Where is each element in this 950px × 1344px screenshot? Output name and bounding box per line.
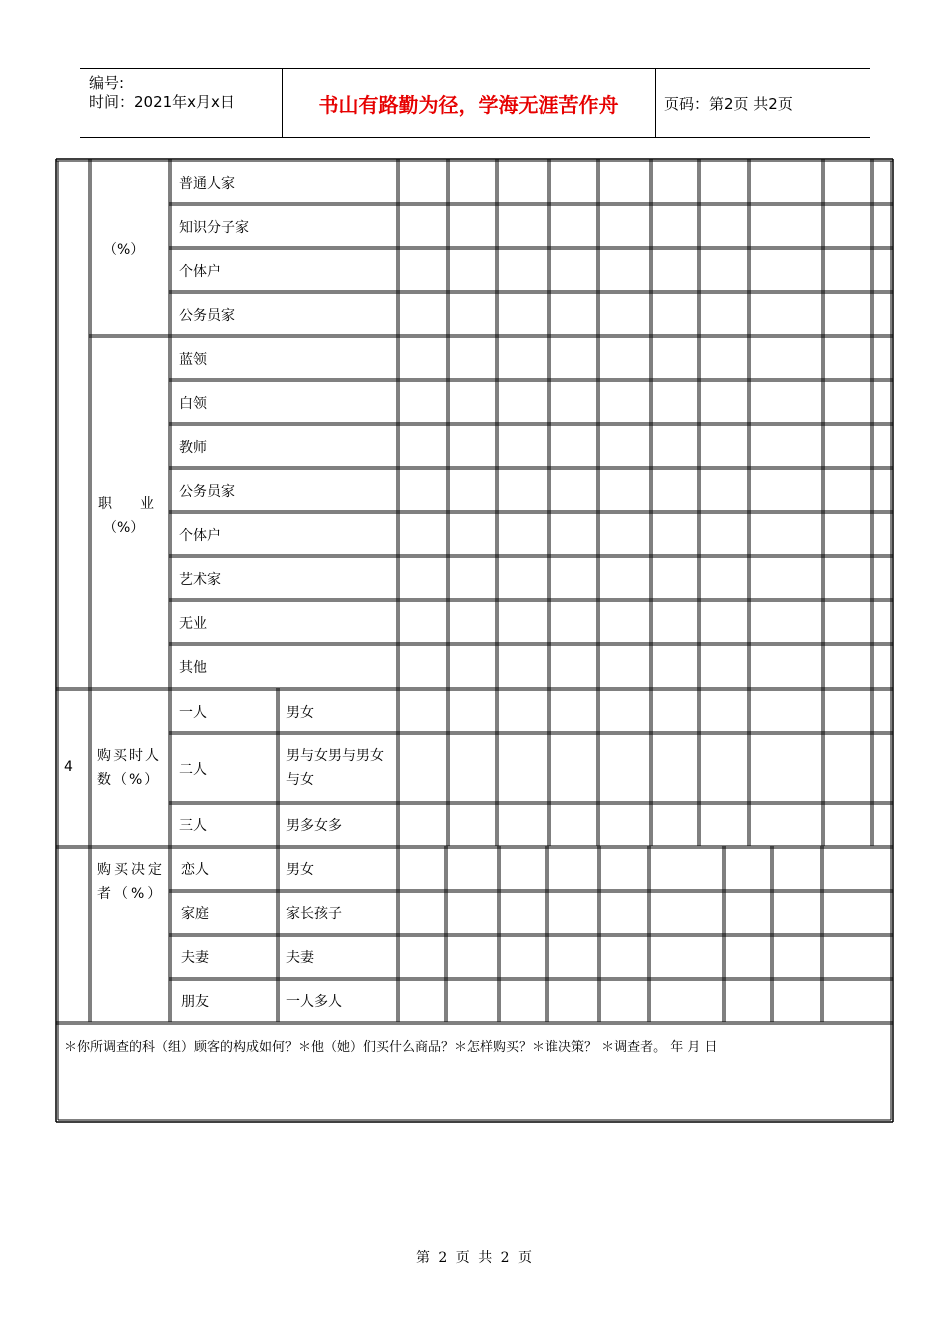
occupation-row-label: 白领 bbox=[179, 396, 207, 412]
purchase-count-label: 购买时人数（%） bbox=[97, 748, 161, 788]
family-row-label: 知识分子家 bbox=[179, 220, 249, 236]
decider-detail: 男女 bbox=[286, 862, 314, 878]
decider-who: 家庭 bbox=[181, 906, 209, 922]
section-number: 4 bbox=[64, 759, 73, 775]
occupation-section-unit: （%） bbox=[103, 520, 145, 536]
people-count: 一人 bbox=[179, 705, 207, 721]
header-page-info: 页码：第2页 共2页 bbox=[664, 94, 793, 113]
gender-mix: 男多女多 bbox=[286, 818, 342, 834]
decider-who: 夫妻 bbox=[181, 950, 209, 966]
survey-note: ＊你所调查的科（组）顾客的构成如何？＊他（她）们买什么商品？＊怎样购买？＊谁决策？ ＊调查者。 年 月 日 bbox=[64, 1040, 718, 1055]
page-footer: 第 2 页 共 2 页 bbox=[415, 1250, 535, 1266]
document-date: 时间：2021年x月x日 bbox=[89, 93, 235, 111]
occupation-row-label: 蓝领 bbox=[179, 352, 207, 368]
occupation-row-label: 艺术家 bbox=[179, 572, 221, 588]
family-row-label: 普通人家 bbox=[179, 176, 235, 192]
occupation-section-label: 职 业 bbox=[98, 496, 154, 512]
people-count: 三人 bbox=[179, 818, 207, 834]
family-row-label: 公务员家 bbox=[179, 308, 235, 324]
header-motto: 书山有路勤为径，学海无涯苦作舟 bbox=[318, 92, 619, 117]
family-row-label: 个体户 bbox=[179, 264, 221, 280]
purchase-decider-label: 购买决定者（%） bbox=[97, 862, 165, 902]
gender-mix: 男与女男与男女与女 bbox=[286, 748, 384, 788]
decider-who: 朋友 bbox=[181, 994, 209, 1010]
occupation-row-label: 个体户 bbox=[179, 528, 221, 544]
occupation-row-label: 其他 bbox=[179, 660, 207, 676]
decider-detail: 一人多人 bbox=[286, 994, 342, 1010]
occupation-row-label: 公务员家 bbox=[179, 484, 235, 500]
occupation-row-label: 无业 bbox=[179, 616, 207, 632]
decider-who: 恋人 bbox=[181, 862, 209, 878]
document-code: 编号: bbox=[89, 74, 125, 92]
decider-detail: 夫妻 bbox=[286, 950, 314, 966]
occupation-row-label: 教师 bbox=[179, 440, 207, 456]
decider-detail: 家长孩子 bbox=[286, 906, 342, 922]
people-count: 二人 bbox=[179, 762, 207, 778]
gender-mix: 男女 bbox=[286, 705, 314, 721]
family-section-label: （%） bbox=[103, 242, 145, 258]
